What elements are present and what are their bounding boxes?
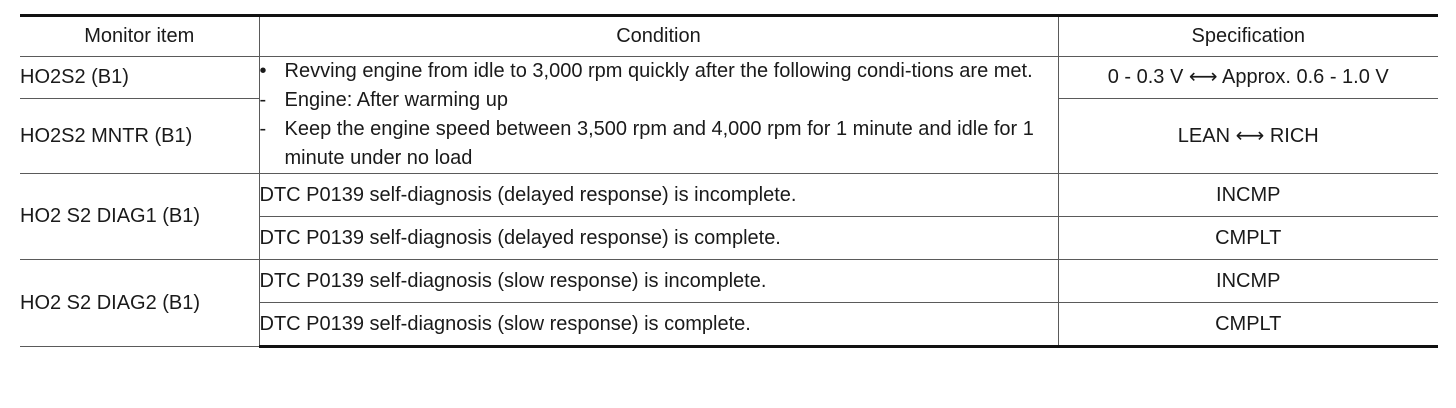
specification-cell: CMPLT bbox=[1058, 303, 1438, 347]
monitor-item-cell: HO2 S2 DIAG1 (B1) bbox=[20, 174, 259, 260]
condition-text: Engine: After warming up bbox=[284, 89, 508, 111]
dash-icon: - bbox=[259, 89, 267, 111]
specification-cell: 0 - 0.3 V ⟷ Approx. 0.6 - 1.0 V bbox=[1058, 57, 1438, 99]
condition-text: Revving engine from idle to 3,000 rpm quickly after the following condi-tions are met. bbox=[284, 60, 1033, 82]
specification-cell: INCMP bbox=[1058, 174, 1438, 217]
monitor-item-cell: HO2S2 (B1) bbox=[20, 57, 259, 99]
table-row bbox=[20, 57, 1438, 99]
condition-dash-line bbox=[260, 115, 1058, 173]
header-row bbox=[20, 16, 1438, 57]
header-condition: Condition bbox=[259, 16, 1058, 57]
monitor-spec-table bbox=[20, 14, 1438, 348]
monitor-item-cell: HO2 S2 DIAG2 (B1) bbox=[20, 260, 259, 347]
condition-cell: DTC P0139 self-diagnosis (delayed response) is complete. bbox=[259, 217, 1058, 260]
condition-cell: DTC P0139 self-diagnosis (slow response) is incomplete. bbox=[259, 260, 1058, 303]
table-row bbox=[20, 260, 1438, 303]
condition-text: Keep the engine speed between 3,500 rpm and 4,000 rpm for 1 minute and idle for 1 minute under no load bbox=[284, 118, 1034, 169]
specification-cell: LEAN ⟷ RICH bbox=[1058, 99, 1438, 174]
condition-bullet-line bbox=[260, 57, 1058, 86]
condition-cell: DTC P0139 self-diagnosis (delayed response) is incomplete. bbox=[259, 174, 1058, 217]
header-specification: Specification bbox=[1058, 16, 1438, 57]
table-header bbox=[20, 16, 1438, 57]
bullet-icon: • bbox=[259, 60, 267, 82]
table-row bbox=[20, 174, 1438, 217]
condition-cell: DTC P0139 self-diagnosis (slow response) is complete. bbox=[259, 303, 1058, 347]
condition-dash-line bbox=[260, 86, 1058, 115]
monitor-item-cell: HO2S2 MNTR (B1) bbox=[20, 99, 259, 174]
specification-cell: CMPLT bbox=[1058, 217, 1438, 260]
header-monitor-item: Monitor item bbox=[20, 16, 259, 57]
table-body bbox=[20, 57, 1438, 347]
shared-condition-cell bbox=[259, 57, 1058, 174]
specification-cell: INCMP bbox=[1058, 260, 1438, 303]
dash-icon: - bbox=[259, 118, 267, 140]
